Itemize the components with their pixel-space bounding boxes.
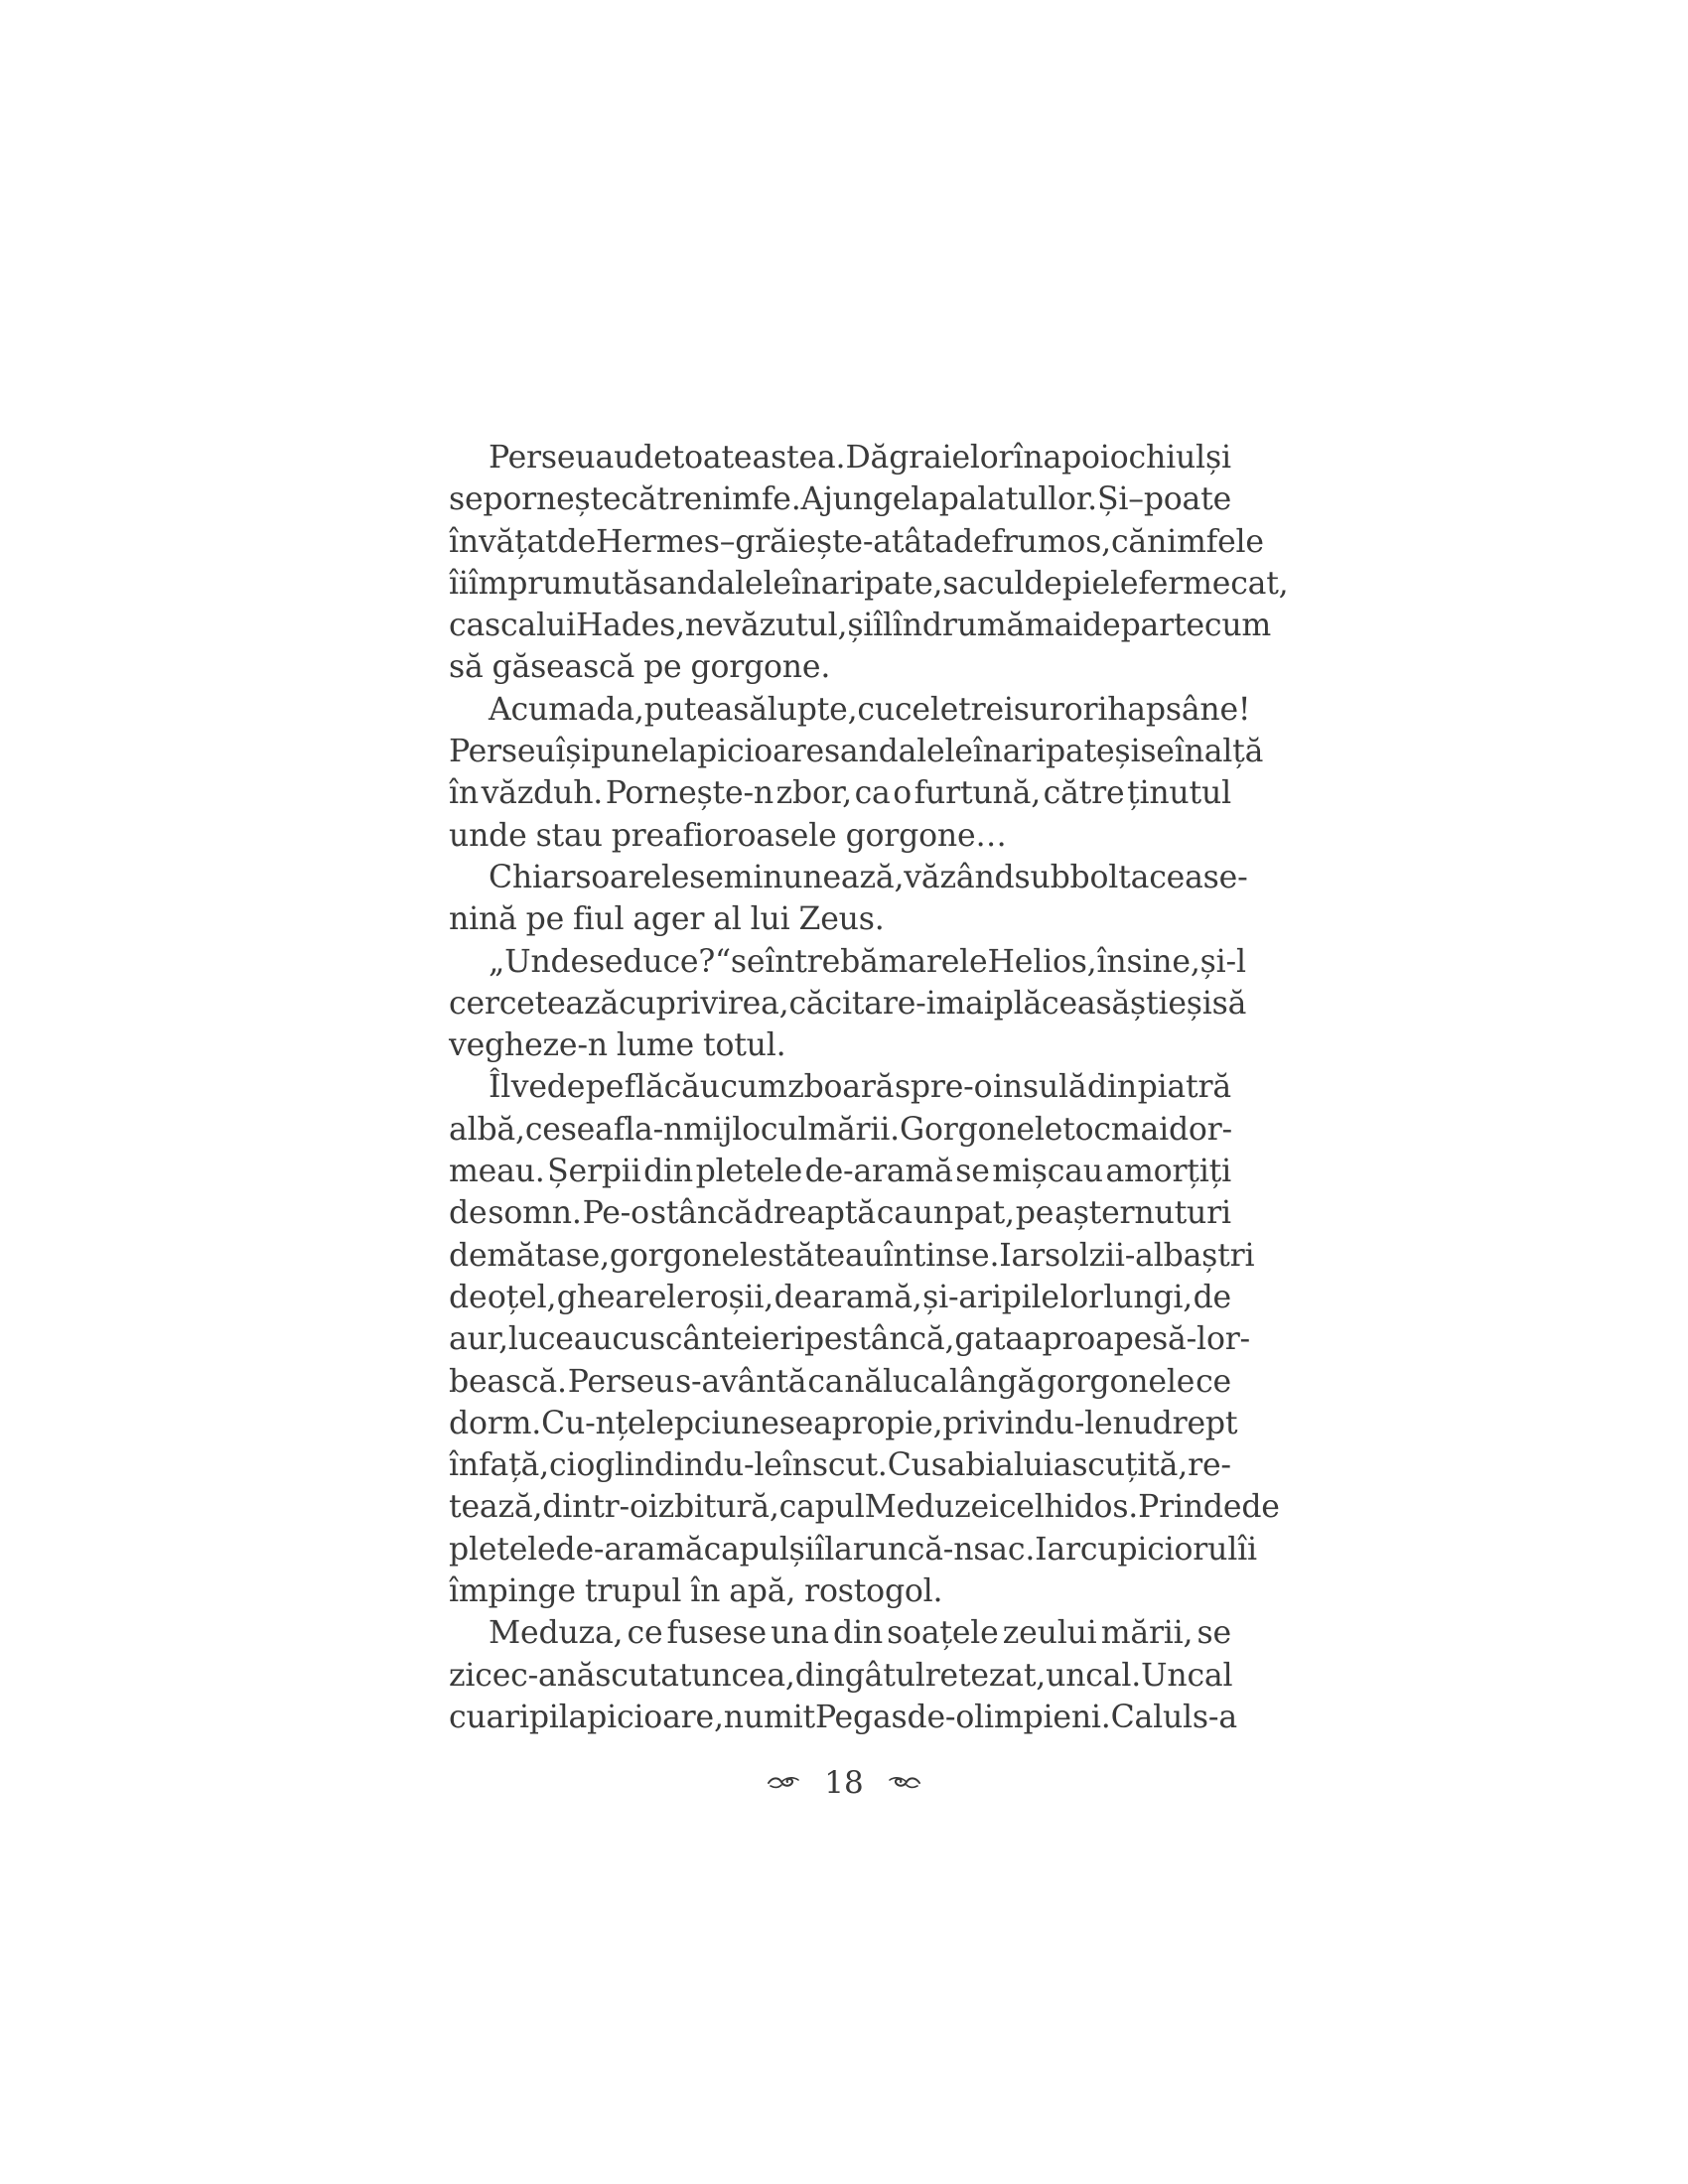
text-line: Chiar soarele se minunează, văzând sub bolta cea se- xyxy=(489,859,1248,895)
text-line: „Unde se duce?“ se întrebă marele Helios, în sine, și-l xyxy=(489,943,1246,980)
text-line: casca lui Hades, nevăzutul, și îl îndrumă mai departe cum xyxy=(449,608,1272,644)
text-line: în văzduh. Pornește-n zbor, ca o furtună, către ținutul xyxy=(449,775,1231,812)
text-line: unde stau preafioroasele gorgone… xyxy=(449,817,1007,854)
text-line: de oțel, ghearele roșii, de aramă, și-aripile lor lungi, de xyxy=(449,1279,1231,1315)
right-flourish-icon xyxy=(888,1773,921,1793)
text-line: învățat de Hermes – grăiește-atâta de frumos, că nimfele xyxy=(449,523,1264,560)
text-line: de mătase, gorgonele stăteau întinse. Iar solzii-albaștri xyxy=(449,1237,1255,1274)
text-line: îi împrumută sandalele înaripate, sacul de piele fermecat, xyxy=(449,565,1289,602)
text-line: tează, dintr-o izbitură, capul Meduzei cel hidos. Prinde de xyxy=(449,1489,1280,1526)
text-line: în față, ci oglindindu-le în scut. Cu sabia lui ascuțită, re- xyxy=(449,1447,1231,1484)
text-line: cercetează cu privirea, căci tare-i mai plăcea să știe și să xyxy=(449,985,1247,1022)
text-line: bească. Perseu s-avântă ca năluca lângă gorgonele ce xyxy=(449,1363,1231,1400)
text-line: Acuma da, putea să lupte, cu cele trei surori hapsâne! xyxy=(489,691,1251,728)
text-line: vegheze-n lume totul. xyxy=(449,1027,786,1064)
text-line: albă, ce se afla-n mijlocul mării. Gorgonele tocmai dor- xyxy=(449,1111,1232,1148)
text-line: dorm. Cu-nțelepciune se apropie, privindu-le nu drept xyxy=(449,1405,1238,1441)
body-text xyxy=(449,437,1289,1738)
text-line: zice c-a născut atuncea, din gâtul retezat, un cal. Un cal xyxy=(449,1657,1233,1694)
text-line: de somn. Pe-o stâncă dreaptă ca un pat, pe așternuturi xyxy=(449,1195,1231,1232)
text-line: împinge trupul în apă, rostogol. xyxy=(449,1573,943,1610)
text-line: să găsească pe gorgone. xyxy=(449,649,831,686)
text-line: Meduza, ce fusese una din soațele zeului mării, se xyxy=(489,1615,1231,1652)
text-line: aur, luceau cu scânteieri pe stâncă, gata aproape să-l or- xyxy=(449,1321,1251,1358)
text-line: Perseu își pune la picioare sandalele înaripate și se înalță xyxy=(449,734,1264,770)
text-line: nină pe fiul ager al lui Zeus. xyxy=(449,901,885,938)
text-line: se pornește către nimfe. Ajunge la palatul lor. Și – poate xyxy=(449,481,1232,518)
text-line: Îl vede pe flăcău cum zboară spre-o insulă din piatră xyxy=(489,1069,1231,1106)
text-line: Perseu aude toate astea. Dă graielor înapoi ochiul și xyxy=(489,440,1231,476)
text-line: cu aripi la picioare, numit Pegas de-olimpieni. Calul s-a xyxy=(449,1699,1237,1735)
page-footer xyxy=(0,1763,1688,1801)
text-line: pletele de-aramă capul și îl aruncă-n sac. Iar cu piciorul îi xyxy=(449,1531,1257,1568)
page-number: 18 xyxy=(824,1764,864,1801)
text-line: meau. Șerpii din pletele de-aramă se mișcau amorțiți xyxy=(449,1154,1231,1190)
left-flourish-icon xyxy=(767,1773,800,1793)
